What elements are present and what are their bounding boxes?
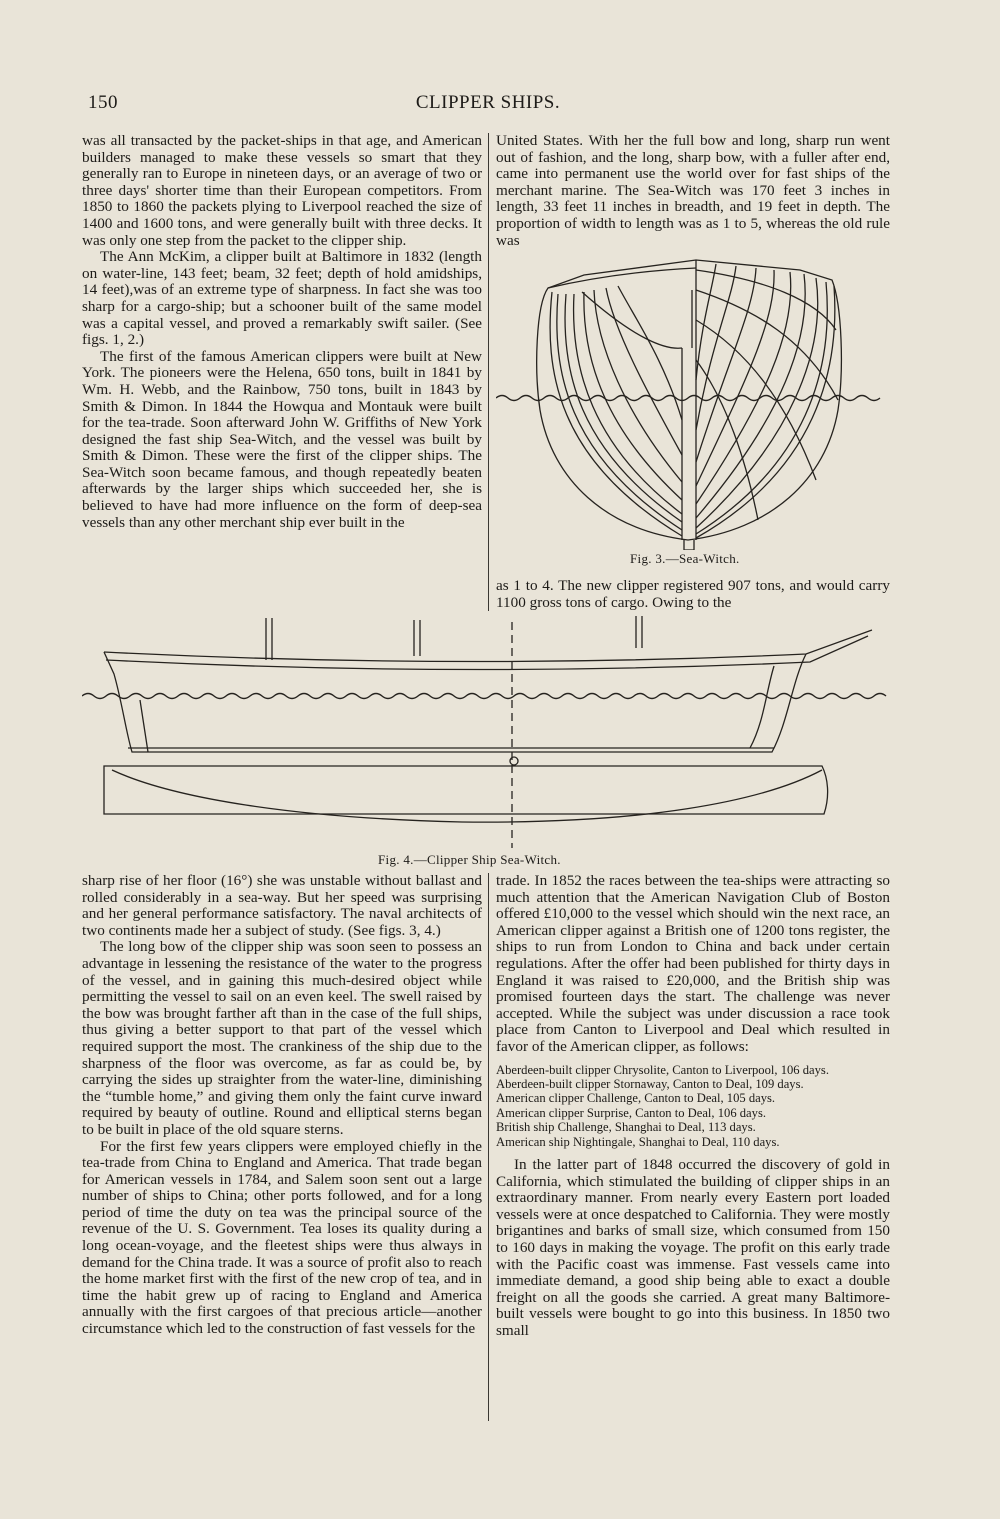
paragraph: as 1 to 4. The new clipper registered 907 tons, and would carry 1100 gross tons of cargo. Owing to the xyxy=(496,577,890,611)
column-bottom-left xyxy=(82,873,482,1338)
column-divider xyxy=(488,873,489,1421)
column-divider xyxy=(488,133,489,611)
paragraph: The first of the famous American clippers were built at New York. The pioneers were the Helena, 650 tons, built in 1841 by Wm. H. Webb, and the Rainbow, 750 tons, built in 1843 by Smith & Dimon. In 1844 the Howqua and Montauk were built for the tea-trade. Soon afterward John W. Griffiths of New York designed the fast ship Sea-Witch, and the vessel was built by Smith & Dimon. These were the first of the clipper ships. The Sea-Witch soon became famous, and though repeatedly beaten afterwards by the larger ships which succeeded her, she is believed to have had more influence on the form of deep-sea vessels than any other merchant ship ever built in the xyxy=(82,347,482,531)
paragraph: sharp rise of her floor (16°) she was unstable without ballast and rolled considerably in a sea-way. But her speed was surprising and her general performance satisfactory. The naval architects of two continents made her a subject of study. (See figs. 3, 4.) xyxy=(82,872,482,939)
page-number: 150 xyxy=(88,92,118,113)
figure-3-body-plan xyxy=(496,250,890,550)
voyage-list xyxy=(496,1063,890,1149)
figure-4-sheer-plan xyxy=(82,612,892,852)
voyage-entry: Aberdeen-built clipper Chrysolite, Canton to Liverpool, 106 days. xyxy=(496,1062,829,1077)
figure-3-caption: Fig. 3.—Sea-Witch. xyxy=(630,551,740,566)
paragraph: For the first few years clippers were employed chiefly in the tea-trade from China to England and America. That trade began for American vessels in 1784, and Salem soon sent out a large number of ships to China; other ports followed, and for a long period of time the duty on tea was the principal source of the revenue of the U. S. Government. Tea loses its quality during a long ocean-voyage, and the fleetest ships were thus always in demand for the China trade. It was a source of profit also to reach the home market first with the first of the new crop of tea, and in time the habit grew up of racing to England and America annually with the first cargoes of that precious article—another circumstance which led to the construction of fast vessels for the xyxy=(82,1137,482,1338)
column-top-left xyxy=(82,133,482,531)
paragraph: United States. With her the full bow and long, sharp run went out of fashion, and the long, sharp bow, with a fuller after end, came into permanent use the world over for fast ships of the merchant marine. The Sea-Witch was 170 feet 3 inches in length, 33 feet 11 inches in breadth, and 19 feet in depth. The proportion of width to length was as 1 to 5, whereas the old rule was xyxy=(496,132,890,249)
figure-4-caption: Fig. 4.—Clipper Ship Sea-Witch. xyxy=(378,852,561,867)
voyage-entry: American clipper Surprise, Canton to Deal, 106 days. xyxy=(496,1105,766,1120)
paragraph: was all transacted by the packet-ships in that age, and American builders managed to make these vessels so smart that they generally ran to Europe in nineteen days, or an average of two or three days' shorter time than their European competitors. From 1850 to 1860 the packets plying to Liverpool reached the size of 1400 and 1600 tons, and were generally built with three decks. It was only one step from the packet to the clipper ship. xyxy=(82,132,482,249)
column-top-right-continued xyxy=(496,578,890,611)
running-title: CLIPPER SHIPS. xyxy=(415,92,561,113)
paragraph: The Ann McKim, a clipper built at Baltimore in 1832 (length on water-line, 143 feet; beam, 32 feet; depth of hold amidships, 14 feet),was of an extreme type of sharpness. In fact she was too sharp for a cargo-ship; but a schooner built of the same model was a capital vessel, and proved a remarkably swift sailer. (See figs. 1, 2.) xyxy=(82,248,482,349)
paragraph: The long bow of the clipper ship was soon seen to possess an advantage in lessening the resistance of the water to the progress of the vessel, and in gaining this much-desired object while permitting the vessel to sail on an even keel. The swell raised by the bow was brought farther aft than in the case of the full ships, thus giving a better support to that part of the vessel which required support the most. The crankiness of the ship due to the sharpness of the floor was overcome, as far as could be, by carrying the sides up straighter from the water-line, diminishing the “tumble home,” and giving them only the faint curve inward required by beauty of outline. Round and elliptical sterns began to be built in place of the old square sterns. xyxy=(82,938,482,1138)
page-header xyxy=(88,92,888,116)
paragraph: trade. In 1852 the races between the tea-ships were attracting so much attention that the American Navigation Club of Boston offered £10,000 to the vessel which should win the next race, an American clipper against a British one of 1200 tons register, the ships to run from London to China and back under certain regulations. After the offer had been published for thirty days in England it was raised to £20,000, and the British ship was promised fourteen days the start. The challenge was never accepted. While the subject was under discussion a race took place from Canton to Liverpool and Deal which resulted in favor of the American clipper, as follows: xyxy=(496,872,890,1055)
column-bottom-right xyxy=(496,873,890,1340)
column-top-right xyxy=(496,133,890,249)
voyage-entry: American ship Nightingale, Shanghai to Deal, 110 days. xyxy=(496,1134,780,1149)
voyage-entry: American clipper Challenge, Canton to Deal, 105 days. xyxy=(496,1091,776,1106)
voyage-entry: Aberdeen-built clipper Stornaway, Canton to Deal, 109 days. xyxy=(496,1076,804,1091)
paragraph: In the latter part of 1848 occurred the discovery of gold in California, which stimulated the building of clipper ships in an extraordinary manner. From nearly every Eastern port loaded vessels were at once despatched to California. They were mostly brigantines and barks of small size, which consumed from 150 to 160 days in making the voyage. The profit on this early trade with the Pacific coast was immense. Fast vessels came into immediate demand, a good ship being able to exact a double freight on all the goods she carried. A great many Baltimore-built vessels were bought to go into this business. In 1850 two small xyxy=(496,1155,890,1339)
voyage-entry: British ship Challenge, Shanghai to Deal, 113 days. xyxy=(496,1120,756,1135)
